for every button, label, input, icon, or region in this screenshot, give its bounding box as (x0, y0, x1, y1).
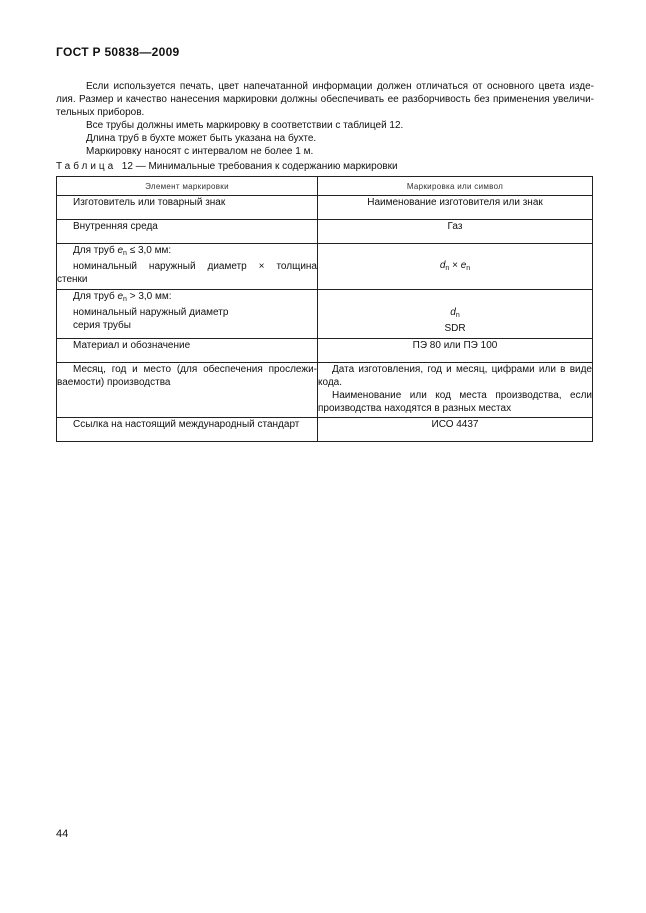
caption-number: 12 (121, 161, 133, 172)
table-row (57, 290, 593, 339)
table-cell: ПЭ 80 или ПЭ 100 (318, 339, 593, 363)
table-cell: Месяц, год и место (для обеспечения прослежи- ваемости) производства (57, 363, 318, 418)
table-cell: Дата изготовления, год и месяц, цифрами или в виде кода. Наименование или код места производства, если производства находятся в разных местах (318, 363, 593, 418)
table-cell: $d_n$ SDR (318, 290, 593, 339)
symbol-d: d (450, 307, 456, 318)
formula-e: e (460, 259, 467, 271)
table-row (57, 418, 593, 442)
table-row (57, 196, 593, 220)
table-cell: $d_n \times e_n$ (318, 244, 593, 290)
column-header: Маркировка или символ (318, 177, 593, 196)
intro-paragraph: Если используется печать, цвет напечатанной информации должен отличаться от основного цвета изде- лия. Размер и качество нанесения маркировки должны обеспечивать ее разборчивость без применения увеличи- тельных приборов. (56, 81, 594, 118)
table-cell: Ссылка на настоящий международный стандарт (57, 418, 318, 442)
table-cell: ИСО 4437 (318, 418, 593, 442)
table-cell: Для труб $e_n > 3,0$ мм: номинальный наружный диаметр серия трубы (57, 290, 318, 339)
table-cell: Внутренняя среда (57, 220, 318, 244)
symbol-sdr: SDR (444, 323, 466, 334)
page-number: 44 (56, 828, 69, 840)
table-row (57, 244, 593, 290)
table-cell: Изготовитель или товарный знак (57, 196, 318, 220)
intro-paragraph: Маркировку наносят с интервалом не более 1 м. (86, 146, 314, 157)
table-header-row (57, 177, 593, 196)
table-caption (56, 160, 596, 173)
formula-d: d (439, 259, 446, 271)
table-cell: Наименование изготовителя или знак (318, 196, 593, 220)
table-cell: Газ (318, 220, 593, 244)
marking-table (56, 176, 593, 442)
caption-lead: Таблица (56, 161, 117, 172)
document-header: ГОСТ Р 50838—2009 (56, 45, 180, 59)
intro-text (56, 80, 594, 158)
table-row (57, 220, 593, 244)
intro-paragraph: Длина труб в бухте может быть указана на бухте. (86, 133, 317, 144)
table-cell: Для труб $e_n \le 3,0$ мм: номинальный наружный диаметр × толщина стенки (57, 244, 318, 290)
table-cell: Материал и обозначение (57, 339, 318, 363)
column-header: Элемент маркировки (57, 177, 318, 196)
intro-paragraph: Все трубы должны иметь маркировку в соответствии с таблицей 12. (86, 120, 404, 131)
caption-text: — Минимальные требования к содержанию маркировки (135, 161, 398, 172)
table-row (57, 363, 593, 418)
table-row (57, 339, 593, 363)
